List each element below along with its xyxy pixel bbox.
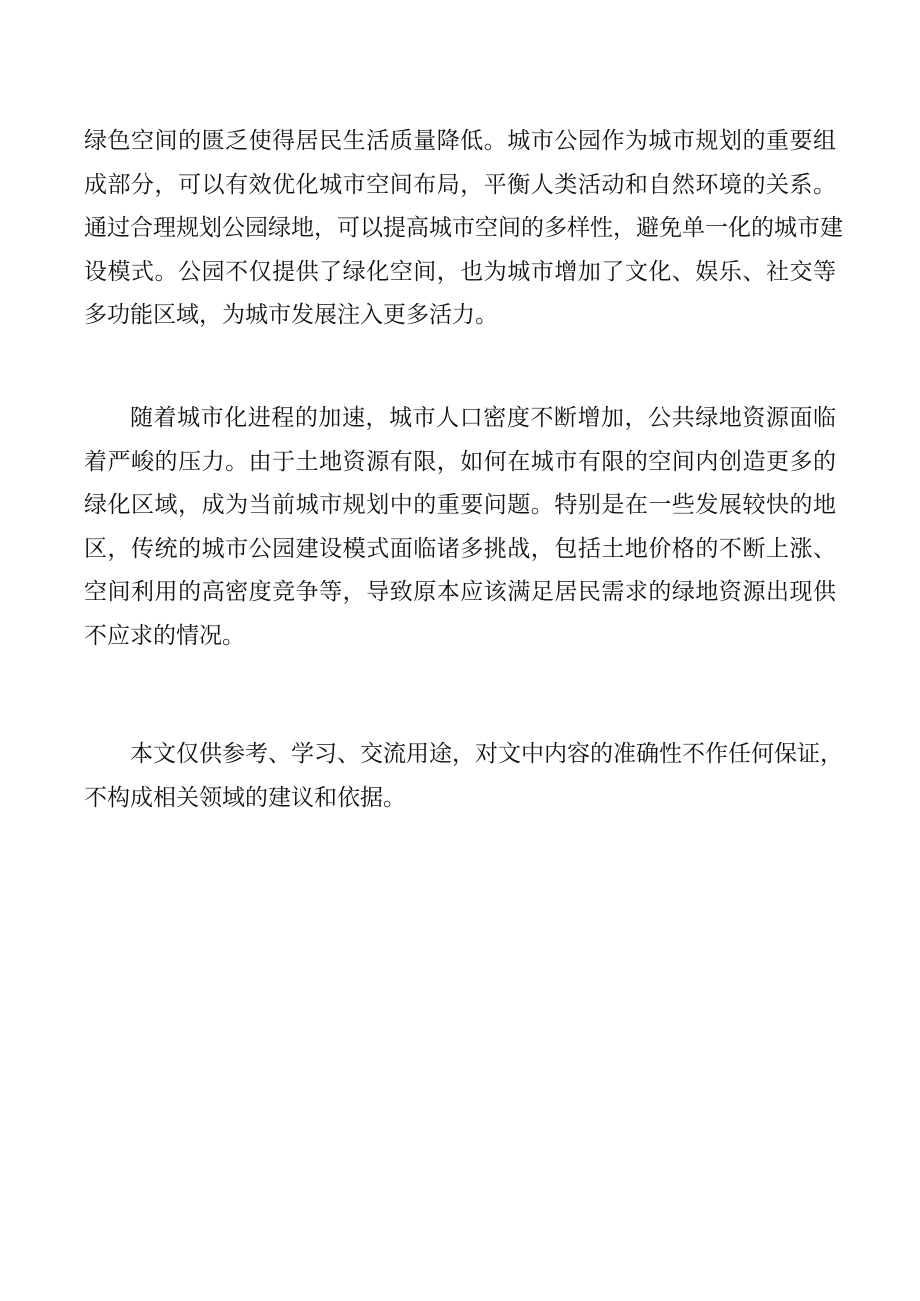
paragraph-line: 通过合理规划公园绿地，可以提高城市空间的多样性，避免单一化的城市建 [84, 215, 843, 242]
paragraph-line: 着严峻的压力。由于土地资源有限，如何在城市有限的空间内创造更多的 [84, 448, 836, 475]
paragraph-line: 多功能区域，为城市发展注入更多活力。 [84, 302, 498, 329]
paragraph-line: 空间利用的高密度竞争等，导致原本应该满足居民需求的绿地资源出现供 [84, 579, 836, 606]
paragraph-line: 区，传统的城市公园建设模式面临诸多挑战，包括土地价格的不断上涨、 [84, 535, 836, 562]
paragraph-urbanization [84, 397, 836, 659]
paragraph-disclaimer [84, 733, 843, 820]
paragraph-line: 绿色空间的匮乏使得居民生活质量降低。城市公园作为城市规划的重要组 [84, 128, 836, 154]
paragraph-line: 绿化区域，成为当前城市规划中的重要问题。特别是在一些发展较快的地 [84, 492, 836, 519]
paragraph-line: 本文仅供参考、学习、交流用途，对文中内容的准确性不作任何保证， [130, 741, 843, 767]
paragraph-line: 成部分，可以有效优化城市空间布局，平衡人类活动和自然环境的关系。 [84, 171, 836, 198]
paragraph-line: 不应求的情况。 [84, 622, 245, 649]
paragraph-green-space [84, 120, 843, 338]
paragraph-line: 不构成相关领域的建议和依据。 [84, 784, 406, 811]
paragraph-line: 随着城市化进程的加速，城市人口密度不断增加，公共绿地资源面临 [130, 405, 836, 431]
paragraph-line: 设模式。公园不仅提供了绿化空间，也为城市增加了文化、娱乐、社交等 [84, 258, 836, 285]
